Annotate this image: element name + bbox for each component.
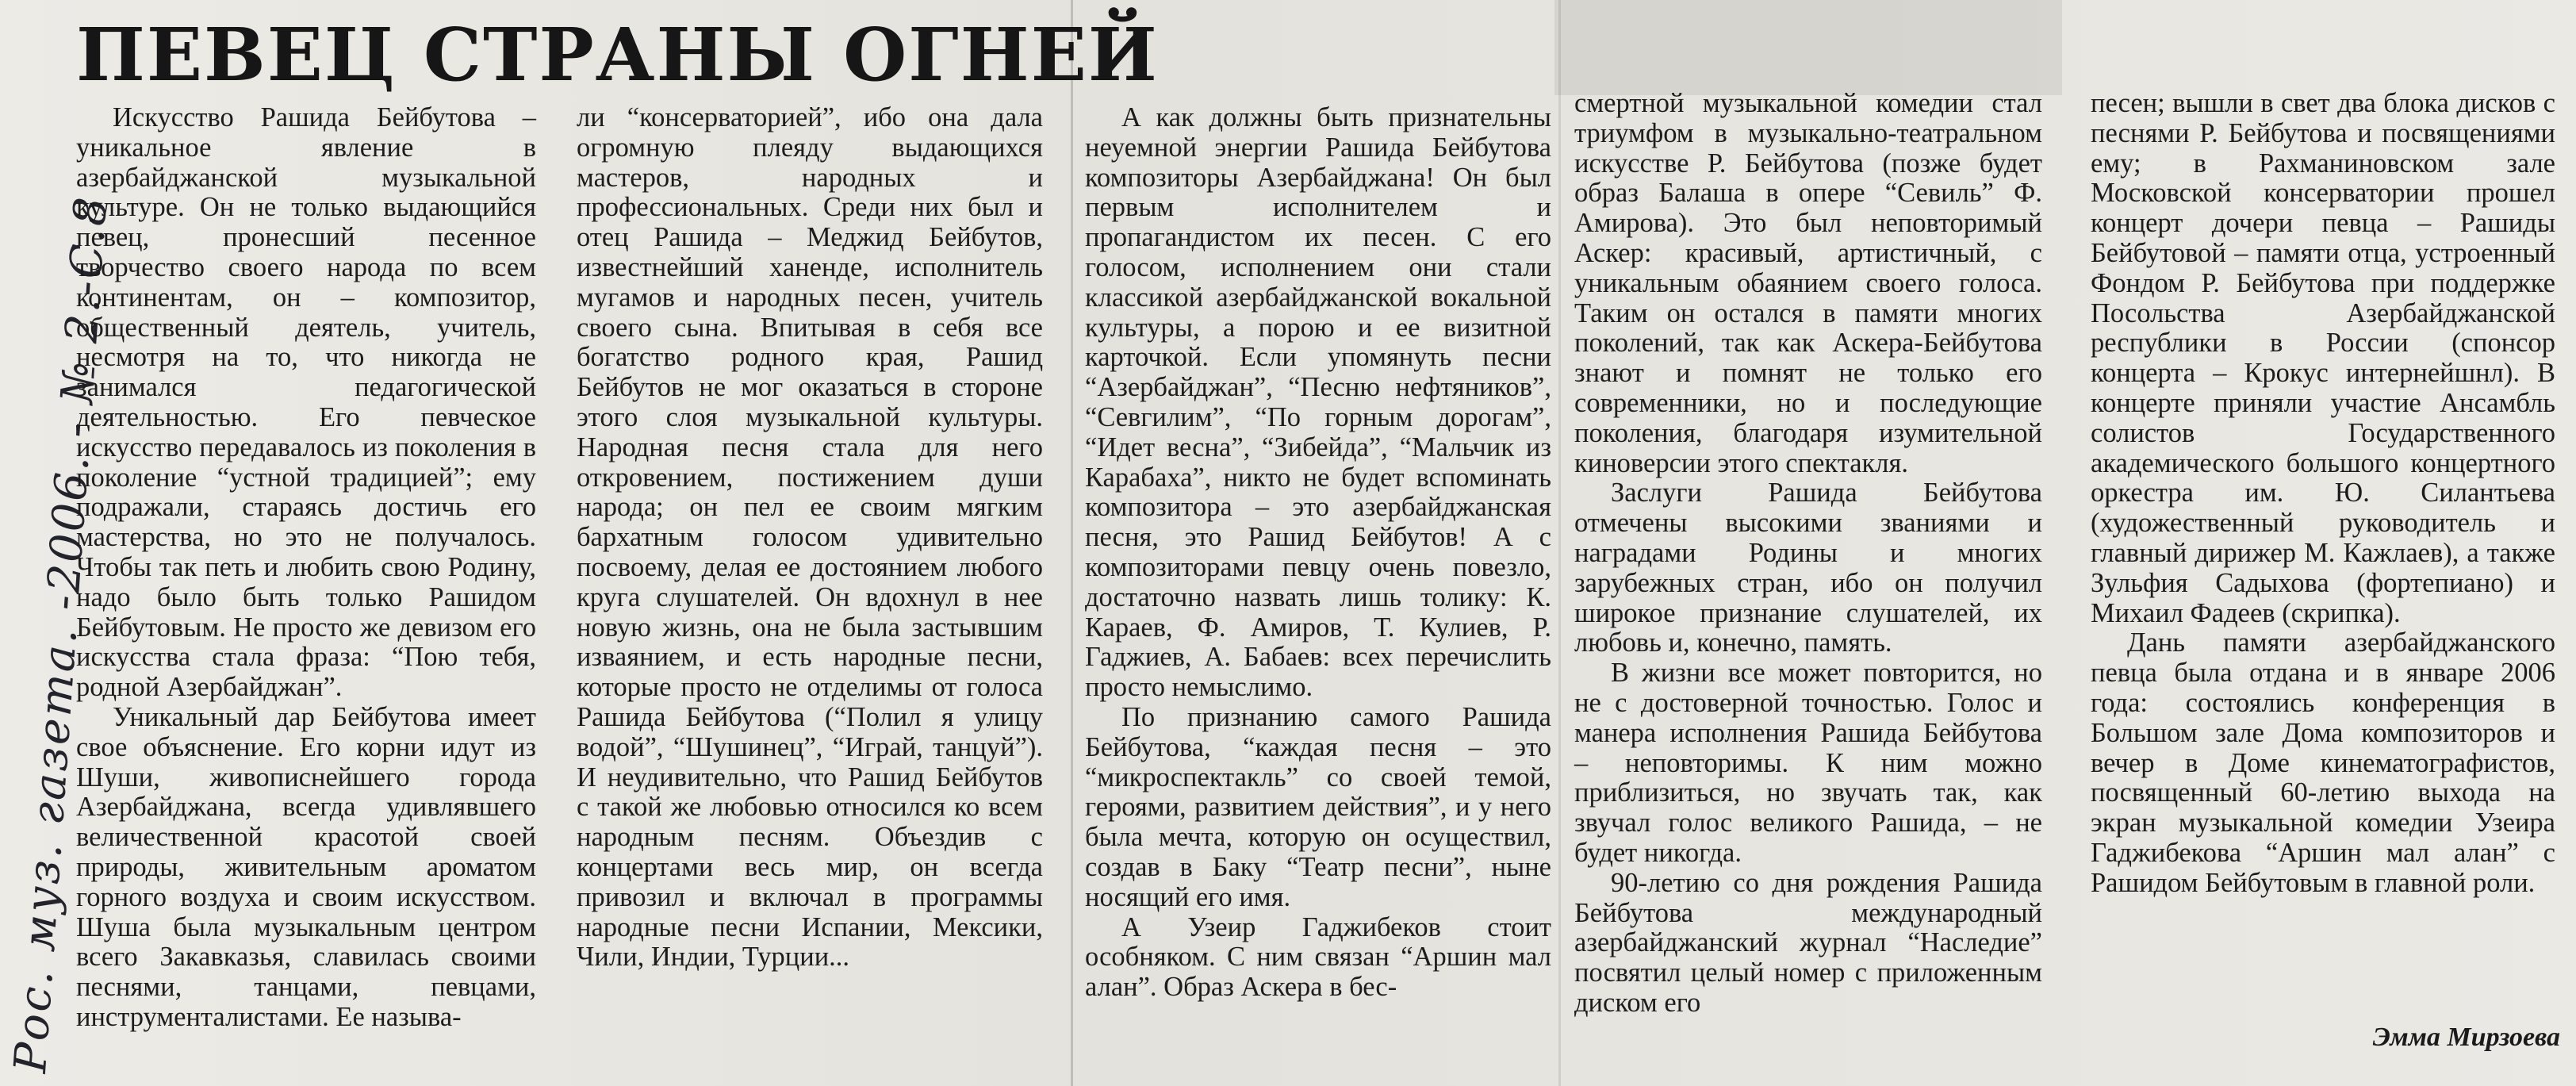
paragraph: 90-летию со дня рождения Рашида Бейбутова международный азербайджанский журнал “Наследие” посвятил целый номер с приложенным диском его xyxy=(1574,867,2042,1018)
paragraph: ли “консерваторией”, ибо она дала огромную плеяду выдающихся мастеров, народных и профессиональных. Среди них был и отец Рашида – Меджид Бейбутов, известнейший ханенде, исполнитель мугамов и народных песен, учитель своего сына. Впитывая в себя все богатство родного края, Рашид Бейбутов не мог оказаться в стороне этого слоя музыкальной культуры. Народная песня стала для него откровением, постижением души народа; он пел ее своим мягким бархатным голосом удивительно посвоему, делая ее достоянием любого круга слушателей. Он вдохнул в нее новую жизнь, она не была застывшим изваянием, и есть народные песни, которые просто не отделимы от голоса Рашида Бейбутова (“Полил я улицу водой”, “Шушинец”, “Играй, танцуй”). И неудивительно, что Рашид Бейбутов с такой же любовью относился ко всем народным песням. Объездив с концертами весь мир, он всегда привозил и включал в программы народные песни Испании, Мексики, Чили, Индии, Турции... xyxy=(577,102,1043,973)
page-fold xyxy=(1558,0,1561,1086)
article-column-5 xyxy=(2091,89,2555,899)
article-title: ПЕВЕЦ СТРАНЫ ОГНЕЙ xyxy=(76,12,1159,98)
article-column-1 xyxy=(76,103,536,1033)
paragraph: песен; вышли в свет два блока дисков с песнями Р. Бейбутова и посвящениями ему; в Рахманиновском зале Московской консерватории прошел концерт дочери певца – Рашиды Бейбутовой – памяти отца, устроенный Фондом Р. Бейбутова при поддержке Посольства Азербайджанской республики в России (спонсор концерта – Крокус интернейшнл). В концерте приняли участие Ансамбль солистов Государственного академического большого концертного оркестра им. Ю. Силантьева (художественный руководитель и главный дирижер М. Кажлаев), а также Зульфия Садыхова (фортепиано) и Михаил Фадеев (скрипка). xyxy=(2091,88,2555,628)
author-signature: Эмма Мирзоева xyxy=(2372,1023,2560,1052)
paragraph: А Узеир Гаджибеков стоит особняком. С ним связан “Аршин мал алан”. Образ Аскера в бес- xyxy=(1085,911,1551,1003)
paragraph: Искусство Рашида Бейбутова – уникальное явление в азербайджанской музыкальной культуре. Он не только выдающийся певец, пронесший песенное творчество своего народа по всем континентам, он – композитор, общественный деятель, учитель, несмотря на то, что никогда не занимался педагогической деятельностью. Его певческое искусство передавалось из поколения в поколение “устной традицией”; ему подражали, стараясь достичь его мастерства, но это не получалось. Чтобы так петь и любить свою Родину, надо было быть только Рашидом Бейбутовым. Не просто же девизом его искусства стала фраза: “Пою тебя, родной Азербайджан”. xyxy=(76,102,536,703)
paragraph: Уникальный дар Бейбутова имеет свое объяснение. Его корни идут из Шуши, живописнейшего города Азербайджана, всегда удивлявшего величественной красотой своей природы, живительным ароматом горного воздуха и своим искусством. Шуша была музыкальным центром всего Закавказья, славилась своими песнями, танцами, певцами, инструменталистами. Ее называ- xyxy=(76,701,536,1032)
paragraph: Дань памяти азербайджанского певца была отдана и в январе 2006 года: состоялись конференция в Большом зале Дома композиторов и вечер в Доме кинематографистов, посвященный 60-летию выхода на экран музыкальной комедии Узеира Гаджибекова “Аршин мал алан” с Рашидом Бейбутовым в главной роли. xyxy=(2091,627,2555,898)
paragraph: смертной музыкальной комедии стал триумфом в музыкально-театральном искусстве Р. Бейбутова (позже будет образ Балаша в опере “Севиль” Ф. Амирова). Это был неповторимый Аскер: красивый, артистичный, с уникальным обаянием своего голоса. Таким он остался в памяти многих поколений, так как Аскера-Бейбутова знают и помнят не только его современники, но и последующие поколения, благодаря изумительной киноверсии этого спектакля. xyxy=(1574,88,2042,478)
paragraph: В жизни все может повторится, но не с достоверной точностью. Голос и манера исполнения Рашида Бейбутова – неповторимы. К ним можно приблизиться, но звучать так, как звучал голос великого Рашида, – не будет никогда. xyxy=(1574,658,2042,868)
article-column-4 xyxy=(1574,89,2042,1019)
paragraph: Заслуги Рашида Бейбутова отмечены высокими званиями и наградами Родины и многих зарубежных стран, ибо он получил широкое признание слушателей, их любовь и, конечно, память. xyxy=(1574,478,2042,658)
paragraph: А как должны быть признательны неуемной энергии Рашида Бейбутова композиторы Азербайджана! Он был первым исполнителем и пропагандистом их песен. С его голосом, исполнением они стали классикой азербайджанской вокальной культуры, а порою и ее визитной карточкой. Если упомянуть песни “Азербайджан”, “Песню нефтяников”, “Севгилим”, “По горным дорогам”, “Идет весна”, “Зибейда”, “Мальчик из Карабаха”, никто не будет вспоминать композитора – это азербайджанская песня, это Рашид Бейбутов! А с композиторами певцу очень повезло, достаточно назвать лишь толику: К. Караев, Ф. Амиров, Т. Кулиев, Р. Гаджиев, А. Бабаев: всех перечислить просто немыслимо. xyxy=(1085,102,1551,703)
article-column-2 xyxy=(577,103,1043,973)
article-column-3 xyxy=(1085,103,1551,1003)
page-fold xyxy=(1071,0,1073,1086)
paragraph: По признанию самого Рашида Бейбутова, “каждая песня – это “микроспектакль” со своей темой, героями, развитием действия”, и у него была мечта, которую он осуществил, создав в Баку “Театр песни”, ныне носящий его имя. xyxy=(1085,701,1551,912)
handwritten-note: Рос. муз. газета. -2006. - № 2.-С.8 xyxy=(5,193,118,1075)
page-shadow xyxy=(1554,0,2062,95)
